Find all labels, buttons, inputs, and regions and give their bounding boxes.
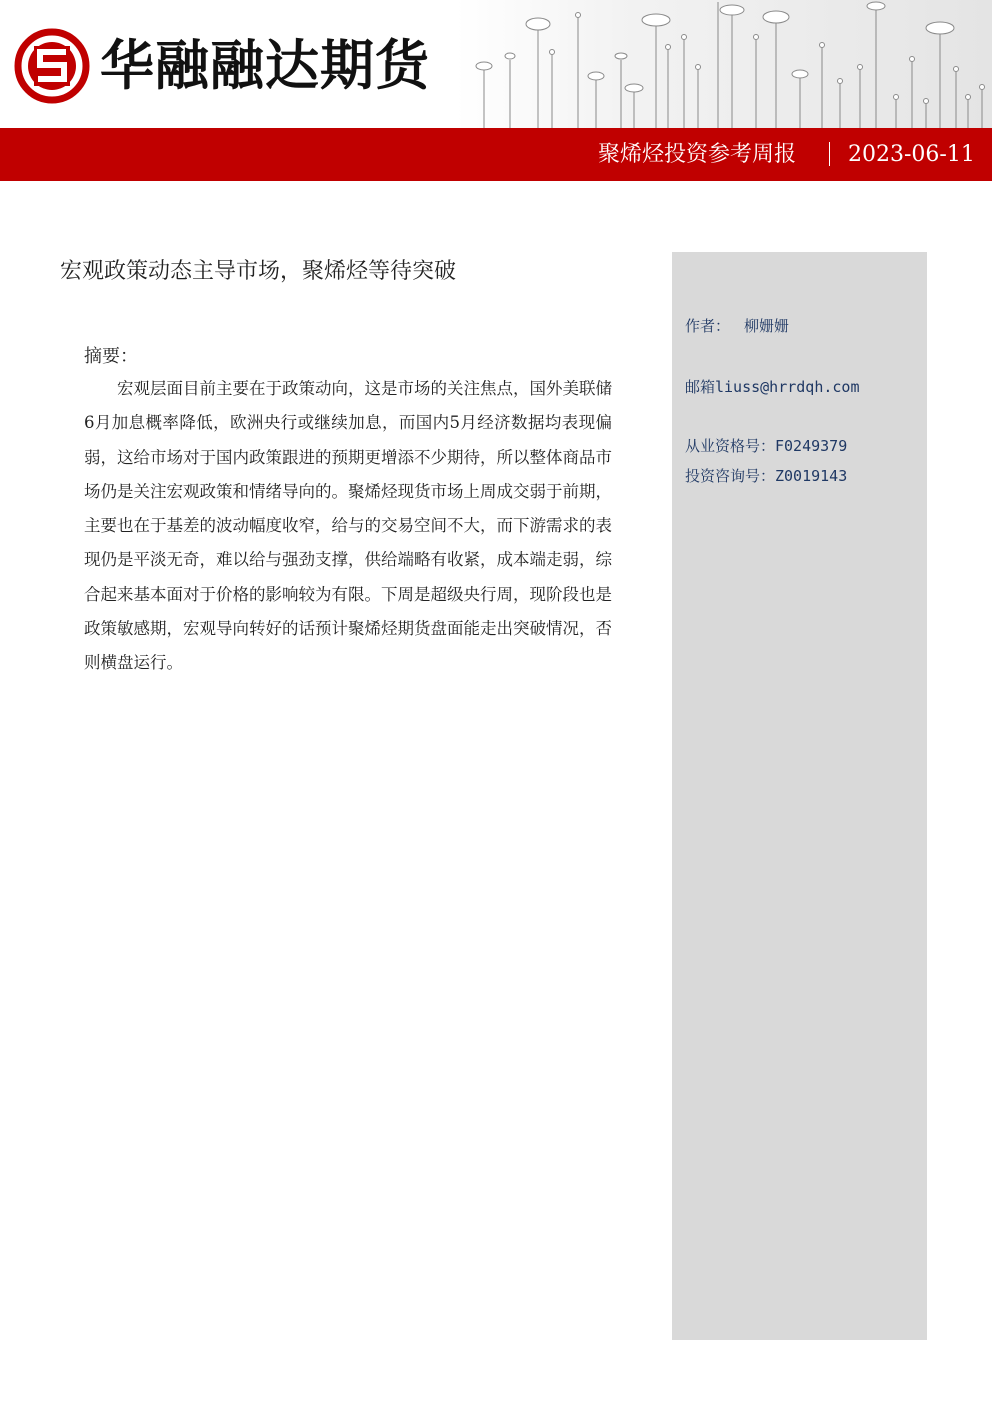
brand-name: 华融融达期货 [100, 34, 430, 97]
title-band [0, 128, 992, 181]
author-line [685, 315, 789, 336]
article-headline: 宏观政策动态主导市场，聚烯烃等待突破 [60, 259, 457, 284]
decorative-pattern [456, 0, 992, 128]
ring-s-logo-icon [14, 28, 90, 104]
author-name: 柳姗姗 [744, 317, 790, 335]
report-series-title: 聚烯烃投资参考周报 [597, 142, 796, 167]
author-label: 作者： [685, 317, 731, 335]
consulting-number: 投资咨询号：Z0019143 [685, 467, 848, 485]
abstract-label: 摘要： [84, 346, 138, 367]
title-separator [829, 142, 830, 166]
abstract-body: 宏观层面目前主要在于政策动向，这是市场的关注焦点，国外美联储6月加息概率降低，欧洲央行或继续加息，而国内5月经济数据均表现偏弱，这给市场对于国内政策跟进的预期更增添不少期待，所以整体商品市场仍是关注宏观政策和情绪导向的。聚烯烃现货市场上周成交弱于前期，主要也在于基差的波动幅度收窄，给与的交易空间不大，而下游需求的表现仍是平淡无奇，难以给与强劲支撑，供给端略有收紧，成本端走弱，综合起来基本面对于价格的影响较为有限。下周是超级央行周，现阶段也是政策敏感期，宏观导向转好的话预计聚烯烃期货盘面能走出突破情况，否则横盘运行。 [84, 379, 612, 673]
author-sidebar [672, 252, 927, 1340]
author-email[interactable]: 邮箱liuss@hrrdqh.com [685, 378, 860, 396]
report-date: 2023-06-11 [848, 142, 975, 167]
qualification-number: 从业资格号：F0249379 [685, 437, 848, 455]
